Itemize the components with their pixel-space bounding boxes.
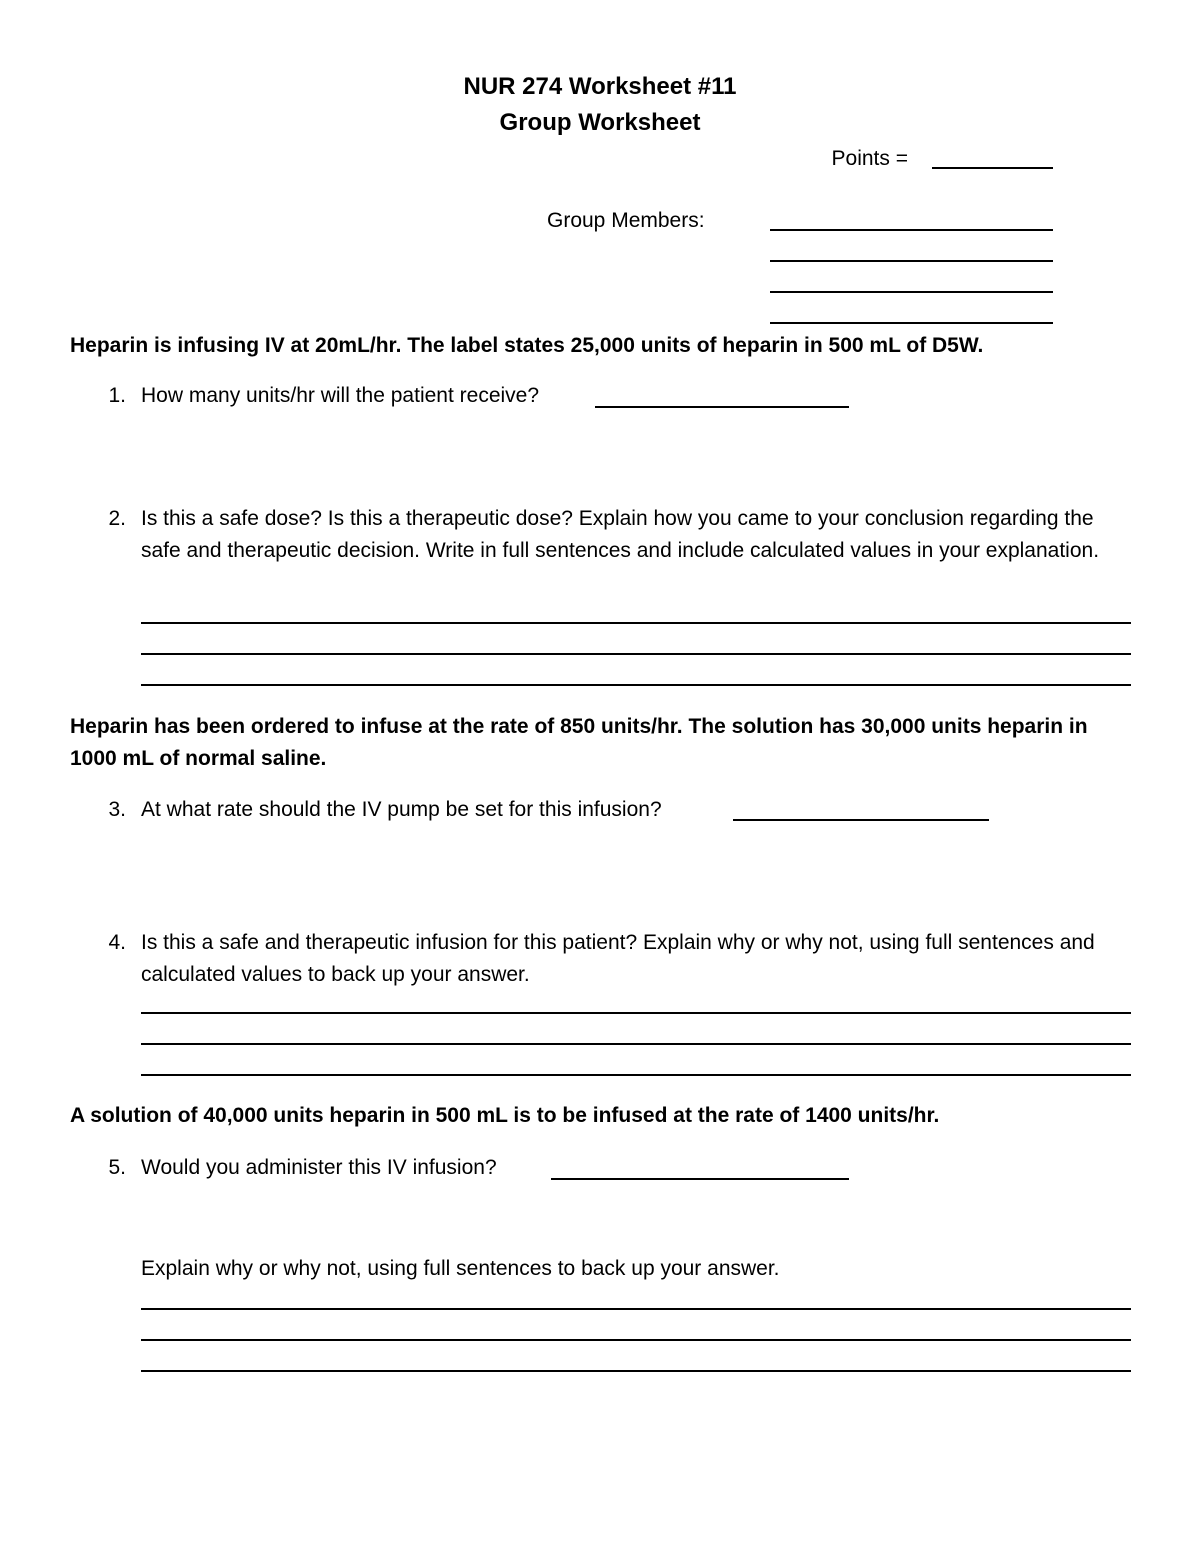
answer-line[interactable] bbox=[141, 653, 1131, 655]
page-subtitle: Group Worksheet bbox=[499, 109, 701, 136]
answer-line[interactable] bbox=[141, 1012, 1131, 1014]
scenario-1: Heparin is infusing IV at 20mL/hr. The label states 25,000 units of heparin in 500 mL of D5W. bbox=[70, 334, 984, 357]
scenario-3: A solution of 40,000 units heparin in 500 mL is to be infused at the rate of 1400 units/hr. bbox=[70, 1104, 940, 1127]
points-blank[interactable] bbox=[932, 167, 1053, 169]
group-member-blank-2[interactable] bbox=[770, 260, 1053, 262]
question-number: 5. bbox=[108, 1156, 126, 1179]
answer-line[interactable] bbox=[141, 622, 1131, 624]
page-title: NUR 274 Worksheet #11 bbox=[463, 73, 737, 100]
question-1-text: How many units/hr will the patient receive? bbox=[141, 384, 540, 407]
question-2-text: Is this a safe dose? Is this a therapeutic dose? Explain how you came to your conclusion regarding the safe and therapeutic decision. Write in full sentences and include calculated values in your explanation. bbox=[141, 507, 1100, 562]
question-5-text: Would you administer this IV infusion? bbox=[141, 1156, 497, 1179]
points-label: Points = bbox=[831, 147, 908, 170]
question-5-followup: Explain why or why not, using full sentences to back up your answer. bbox=[141, 1257, 780, 1280]
group-member-blank-3[interactable] bbox=[770, 291, 1053, 293]
answer-5-blank[interactable] bbox=[551, 1178, 849, 1180]
answer-line[interactable] bbox=[141, 1339, 1131, 1341]
question-4-text: Is this a safe and therapeutic infusion for this patient? Explain why or why not, using full sentences and calculated values to back up your answer. bbox=[141, 931, 1095, 986]
answer-line[interactable] bbox=[141, 1074, 1131, 1076]
answer-1-blank[interactable] bbox=[595, 406, 849, 408]
answer-line[interactable] bbox=[141, 1370, 1131, 1372]
question-number: 2. bbox=[108, 507, 126, 530]
answer-line[interactable] bbox=[141, 1043, 1131, 1045]
scenario-2: Heparin has been ordered to infuse at the rate of 850 units/hr. The solution has 30,000 units heparin in 1000 mL of normal saline. bbox=[70, 715, 1088, 770]
group-member-blank-4[interactable] bbox=[770, 322, 1053, 324]
question-number: 4. bbox=[108, 931, 126, 954]
question-number: 1. bbox=[108, 384, 126, 407]
question-3-text: At what rate should the IV pump be set for this infusion? bbox=[141, 798, 662, 821]
answer-line[interactable] bbox=[141, 684, 1131, 686]
answer-3-blank[interactable] bbox=[733, 819, 989, 821]
answer-line[interactable] bbox=[141, 1308, 1131, 1310]
group-members-label: Group Members: bbox=[547, 209, 705, 232]
group-member-blank-1[interactable] bbox=[770, 229, 1053, 231]
question-number: 3. bbox=[108, 798, 126, 821]
